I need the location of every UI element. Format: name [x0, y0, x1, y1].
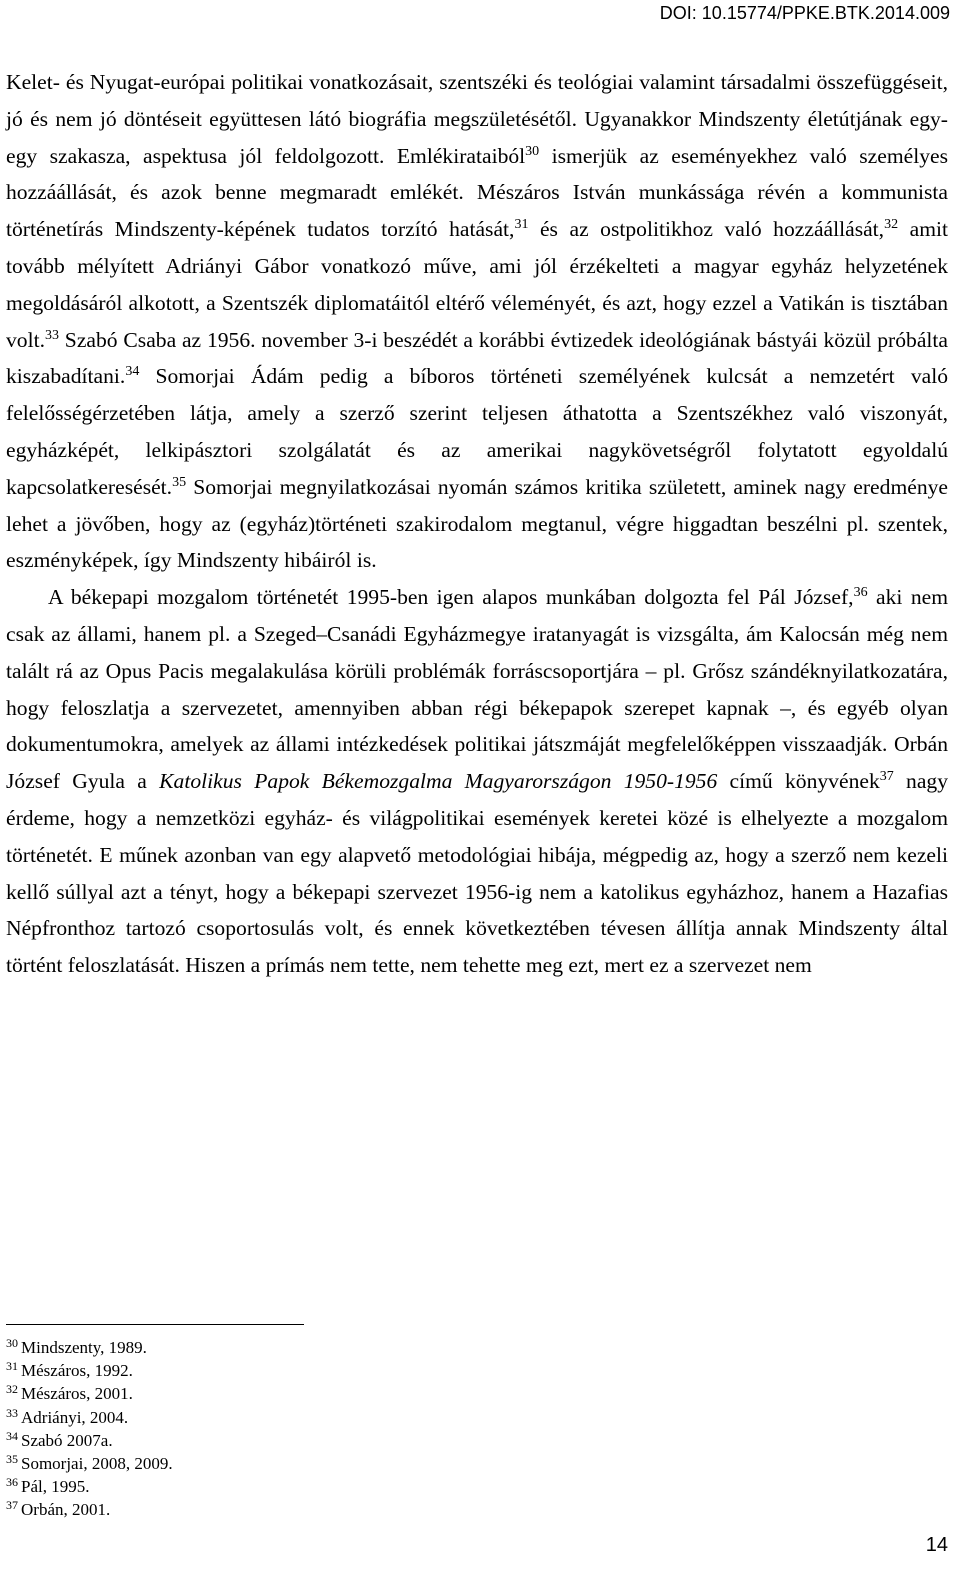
footnote-ref[interactable]: 37: [879, 769, 894, 785]
footnote-ref[interactable]: 36: [853, 585, 868, 601]
footnote-ref[interactable]: 32: [884, 217, 899, 233]
paragraph-2: A békepapi mozgalom történetét 1995-ben igen alapos munkában dolgozta fel Pál József,$^{36}$ aki nem csak az állami, hanem pl. a Szeged–Csanádi Egyházmegye iratanyagát is vizsgálta, ám Kalocsán még nem talált rá az Opus Pacis megalakulása körüli problémák forráscsoportjára – pl. Grősz szándéknyilatkozatára, hogy feloszlatja a szervezetet, amennyiben abban régi békepapok szerepet kapnak –, és egyéb olyan dokumentumokra, amelyek az állami intézkedések politikai játszmáját megfelelőképpen visszaadják. Orbán József Gyula a Katolikus Papok Békemozgalma Magyarországon 1950-1956 című könyvének$^{37}$ nagy érdeme, hogy a nemzetközi egyház- és világpolitikai események keretei közé is elhelyezte a mozgalom történetét. E műnek azonban van egy alapvető metodológiai hibája, mégpedig az, hogy a szerző nem kezeli kellő súllyal azt a tényt, hogy a békepapi szervezet 1956-ig nem a katolikus egyházhoz, hanem a Hazafias Népfronthoz tartozó csoportosulás volt, és ennek következtében tévesen állítja annak Mindszenty által történt feloszlatását. Hiszen a prímás nem tette, nem tehette meg ezt, mert ez a szervezet nem: [6, 585, 949, 978]
footnote: $^{36}$ Pál, 1995.: [6, 1475, 90, 1497]
footnote-ref[interactable]: 33: [45, 327, 59, 343]
doi-header: DOI: 10.15774/PPKE.BTK.2014.009: [659, 3, 950, 23]
footnote-ref[interactable]: 30: [525, 143, 540, 159]
paragraph-1: Kelet- és Nyugat-európai politikai vonatkozásait, szentszéki és teológiai valamint társadalmi összefüggéseit, jó és nem jó döntéseit együttesen látó biográfia megszületésétől. Ugyanakkor Mindszenty életútjának egy-egy szakasza, aspektusa jól feldolgozott. Emlékirataiból$^{30}$ ismerjük az eseményekhez való személyes hozzáállását, és azok benne megmaradt emlékét. Mészáros István munkássága révén a kommunista történetírás Mindszenty-képének tudatos torzító hatását,$^{31}$ és az ostpolitikhoz való hozzáállását,$^{32}$ amit tovább mélyített Adriányi Gábor vonatkozó műve, ami jól érzékelteti a magyar egyház helyzetének megoldásáról alkotott, a Szentszék diplomatáitól eltérő véleményét, és azt, hogy ezzel a Vatikán is tisztában volt.$^{33}$ Szabó Csaba az 1956. november 3-i beszédét a korábbi évtizedek ideológiának bástyái közül próbálta kiszabadítani.$^{34}$ Somorjai Ádám pedig a bíboros történeti személyének kulcsát a nemzetért való felelősségérzetében látja, amely a szerző szerint teljesen áthatotta a Szentszékhez való viszonyát, egyházképét, lelkipásztori szolgálatát és az amerikai nagykövetségről folytatott egyoldalú kapcsolatkeresését.$^{35}$ Somorjai megnyilatkozásai nyomán számos kritika született, aminek nagy eredménye lehet a jövőben, hogy az (egyház)történeti szakirodalom megtanul, végre higgadtan beszélni pl. szentek, eszményképek, így Mindszenty hibáiról is.: [6, 70, 949, 573]
footnote: $^{33}$ Adriányi, 2004.: [6, 1405, 129, 1427]
footnote-ref[interactable]: 35: [172, 474, 187, 490]
body-text: [6, 64, 948, 984]
footnote-ref[interactable]: 31: [514, 217, 529, 233]
page-number: 14: [925, 1534, 948, 1556]
footnote: $^{37}$ Orbán, 2001.: [6, 1498, 111, 1520]
footnote: $^{35}$ Somorjai, 2008, 2009.: [6, 1452, 173, 1474]
footnote: $^{30}$ Mindszenty, 1989.: [6, 1336, 147, 1357]
footnotes-list: [6, 1336, 173, 1522]
footnote: $^{31}$ Mészáros, 1992.: [6, 1359, 133, 1381]
footnote-divider: [6, 1324, 304, 1325]
footnote: $^{34}$ Szabó 2007a.: [6, 1428, 113, 1450]
footnote: $^{32}$ Mészáros, 2001.: [6, 1382, 133, 1404]
footnote-ref[interactable]: 34: [125, 364, 140, 380]
book-title: Katolikus Papok Békemozgalma Magyarországon 1950-1956: [159, 769, 718, 794]
